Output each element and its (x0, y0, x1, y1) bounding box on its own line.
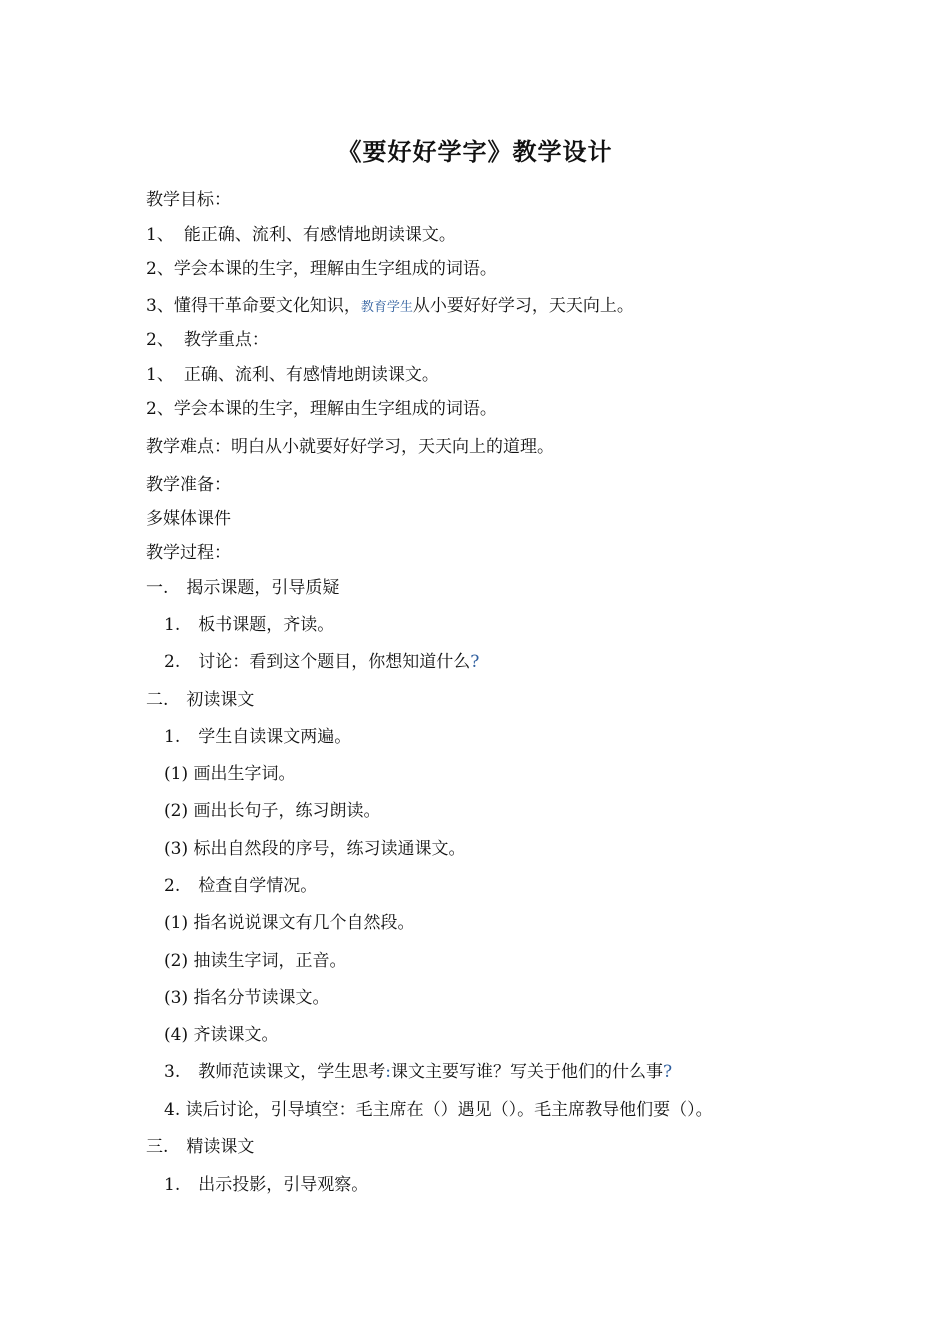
goal-2: 2、学会本课的生字，理解由生字组成的词语。 (146, 259, 497, 279)
key-point-1-text: 正确、流利、有感情地朗读课文。 (183, 365, 439, 385)
step-2-1-number: 1. (164, 727, 181, 747)
step-3-1-text: 出示投影，引导观察。 (198, 1175, 369, 1195)
section-2-number: 二. (146, 690, 169, 710)
step-2-1-text: 学生自读课文两遍。 (198, 727, 352, 747)
goals-heading: 教学目标： (146, 190, 231, 210)
section-3-text: 精读课文 (186, 1137, 255, 1157)
section-1-number: 一. (146, 578, 169, 598)
goal-3-text-b: 从小要好好学习，天天向上。 (412, 296, 634, 316)
step-3-1 (164, 1174, 368, 1196)
step-2-1-b: (2) 画出长句子，练习朗读。 (164, 801, 381, 821)
document-title: 《要好好学字》教学设计 (337, 138, 613, 166)
step-2-2-c: (3) 指名分节读课文。 (164, 988, 330, 1008)
step-1-2-question-mark: ? (470, 652, 480, 672)
step-2-1-a: (1) 画出生字词。 (164, 764, 296, 784)
step-2-2-b: (2) 抽读生字词，正音。 (164, 951, 347, 971)
goal-1-number: 1、 (146, 225, 174, 245)
process-heading: 教学过程： (146, 543, 231, 563)
step-2-1-c: (3) 标出自然段的序号，练习读通课文。 (164, 839, 466, 859)
key-points-heading (146, 329, 269, 351)
prep-item: 多媒体课件 (146, 509, 231, 529)
goal-3-text-a: 3、懂得干革命要文化知识， (146, 296, 361, 316)
section-1-text: 揭示课题，引导质疑 (186, 578, 340, 598)
section-2-text: 初读课文 (186, 690, 255, 710)
step-2-2-a: (1) 指名说说课文有几个自然段。 (164, 913, 415, 933)
goal-1-text: 能正确、流利、有感情地朗读课文。 (183, 225, 456, 245)
step-2-3-question-mark: ? (662, 1062, 673, 1082)
step-1-2-number: 2. (164, 652, 181, 672)
step-2-3-colon: : (385, 1062, 391, 1082)
section-3-number: 三. (146, 1137, 169, 1157)
step-1-1 (164, 614, 334, 636)
step-2-2-text: 检查自学情况。 (198, 876, 318, 896)
step-2-3 (164, 1061, 672, 1083)
section-1 (146, 577, 339, 599)
key-point-1 (146, 364, 439, 386)
step-3-1-number: 1. (164, 1175, 181, 1195)
section-3 (146, 1136, 254, 1158)
step-2-2 (164, 875, 317, 897)
step-2-3-number: 3. (164, 1062, 181, 1082)
difficulty: 教学难点：明白从小就要好好学习，天天向上的道理。 (146, 437, 554, 457)
step-2-2-number: 2. (164, 876, 181, 896)
key-point-1-number: 1、 (146, 365, 174, 385)
key-points-text: 教学重点： (183, 330, 269, 350)
step-1-2 (164, 651, 479, 673)
goal-3 (146, 295, 634, 319)
step-2-2-d: (4) 齐读课文。 (164, 1025, 279, 1045)
goal-1 (146, 224, 456, 246)
step-2-4: 4. 读后讨论，引导填空：毛主席在（）遇见（）。毛主席教导他们要（）。 (164, 1100, 713, 1120)
prep-heading: 教学准备： (146, 475, 231, 495)
key-points-number: 2、 (146, 330, 174, 350)
section-2 (146, 689, 254, 711)
step-1-2-text: 讨论：看到这个题目，你想知道什么 (198, 652, 471, 672)
goal-3-small-text: 教育学生 (360, 300, 413, 315)
step-2-1 (164, 726, 351, 748)
key-point-2: 2、学会本课的生字，理解由生字组成的词语。 (146, 399, 497, 419)
step-2-3-text: 教师范读课文，学生思考 (198, 1062, 386, 1082)
step-1-1-text: 板书课题，齐读。 (198, 615, 335, 635)
step-2-3-rest: 课文主要写谁？写关于他们的什么事 (390, 1062, 663, 1082)
step-1-1-number: 1. (164, 615, 181, 635)
